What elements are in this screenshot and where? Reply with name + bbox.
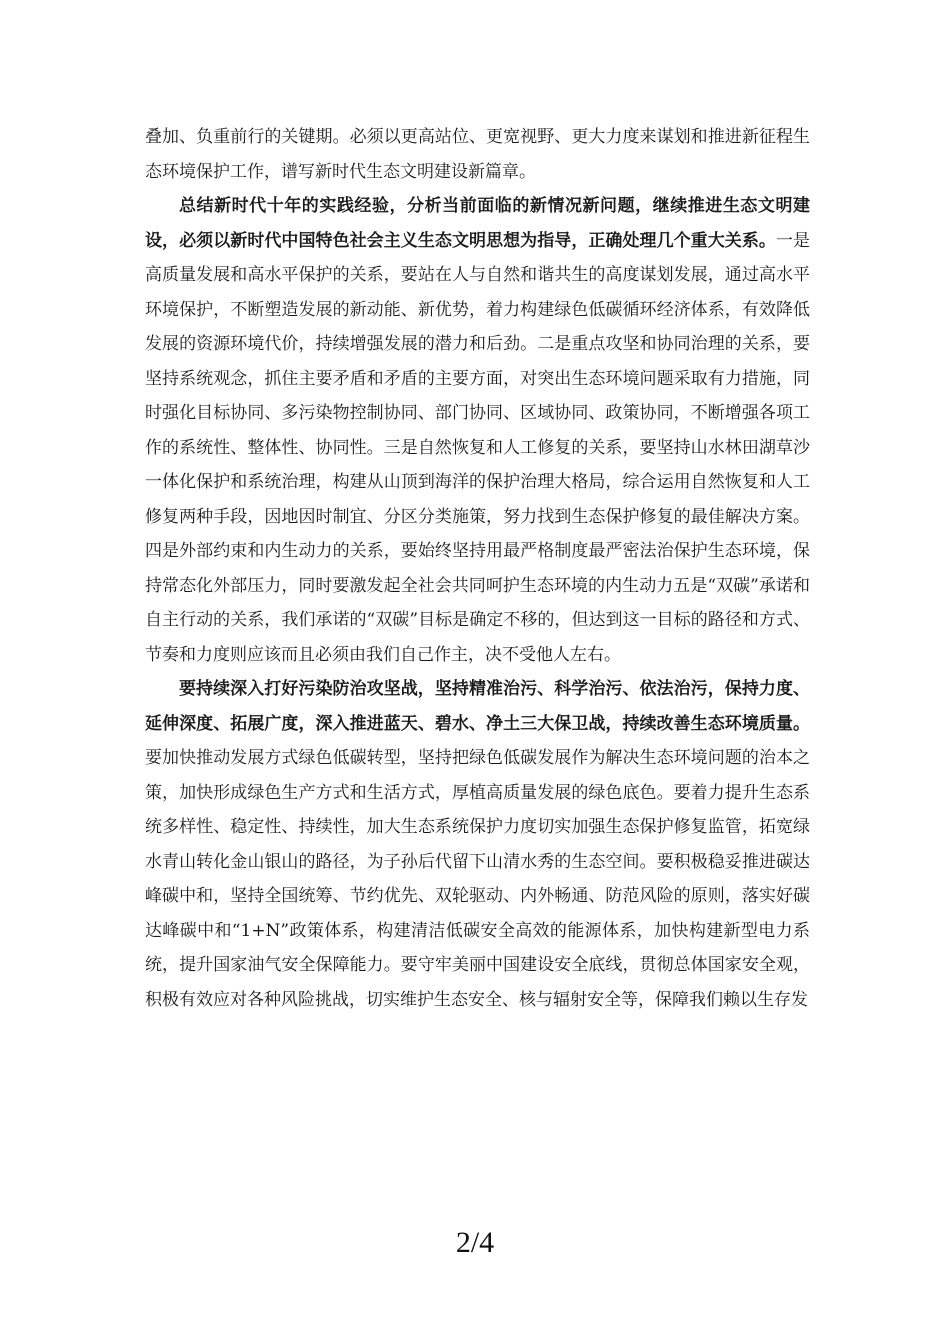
paragraph-2 — [145, 189, 810, 672]
paragraph-3-text: 要加快推动发展方式绿色低碳转型，坚持把绿色低碳发展作为解决生态环境问题的治本之策，加快形成绿色生产方式和生活方式，厚植高质量发展的绿色底色。要着力提升生态系统多样性、稳定性、持续性，加大生态系统保护力度切实加强生态保护修复监管，拓宽绿水青山转化金山银山的路径，为子孙后代留下山清水秀的生态空间。要积极稳妥推进碳达峰碳中和，坚持全国统筹、节约优先、双轮驱动、内外畅通、防范风险的原则，落实好碳达峰碳中和“1+N”政策体系，构建清洁低碳安全高效的能源体系，加快构建新型电力系统，提升国家油气安全保障能力。要守牢美丽中国建设安全底线，贯彻总体国家安全观，积极有效应对各种风险挑战，切实维护生态安全、核与辐射安全等，保障我们赖以生存发 — [145, 748, 810, 1010]
document-body — [145, 120, 810, 1017]
paragraph-1 — [145, 120, 810, 189]
paragraph-2-text: 一是高质量发展和高水平保护的关系，要站在人与自然和谐共生的高度谋划发展，通过高水平环境保护，不断塑造发展的新动能、新优势，着力构建绿色低碳循环经济体系，有效降低发展的资源环境代价，持续增强发展的潜力和后劲。二是重点攻坚和协同治理的关系，要坚持系统观念，抓住主要矛盾和矛盾的主要方面，对突出生态环境问题采取有力措施，同时强化目标协同、多污染物控制协同、部门协同、区域协同、政策协同，不断增强各项工作的系统性、整体性、协同性。三是自然恢复和人工修复的关系，要坚持山水林田湖草沙一体化保护和系统治理，构建从山顶到海洋的保护治理大格局，综合运用自然恢复和人工修复两种手段，因地因时制宜、分区分类施策，努力找到生态保护修复的最佳解决方案。四是外部约束和内生动力的关系，要始终坚持用最严格制度最严密法治保护生态环境，保持常态化外部压力，同时要激发起全社会共同呵护生态环境的内生动力五是“双碳”承诺和自主行动的关系，我们承诺的“双碳”目标是确定不移的，但达到这一目标的路径和方式、节奏和力度则应该而且必须由我们自己作主，决不受他人左右。 — [145, 230, 811, 665]
page-number: 2/4 — [455, 1226, 495, 1259]
paragraph-2-bold-lead: 总结新时代十年的实践经验，分析当前面临的新情况新问题，继续推进生态文明建设，必须以新时代中国特色社会主义生态文明思想为指导，正确处理几个重大关系。 — [145, 196, 810, 251]
paragraph-3 — [145, 672, 810, 1017]
paragraph-3-bold-lead: 要持续深入打好污染防治攻坚战，坚持精准治污、科学治污、依法治污，保持力度、延伸深度、拓展广度，深入推进蓝天、碧水、净土三大保卫战，持续改善生态环境质量。 — [145, 679, 810, 734]
paragraph-1-text: 叠加、负重前行的关键期。必须以更高站位、更宽视野、更大力度来谋划和推进新征程生态环境保护工作，谱写新时代生态文明建设新篇章。 — [145, 127, 810, 182]
